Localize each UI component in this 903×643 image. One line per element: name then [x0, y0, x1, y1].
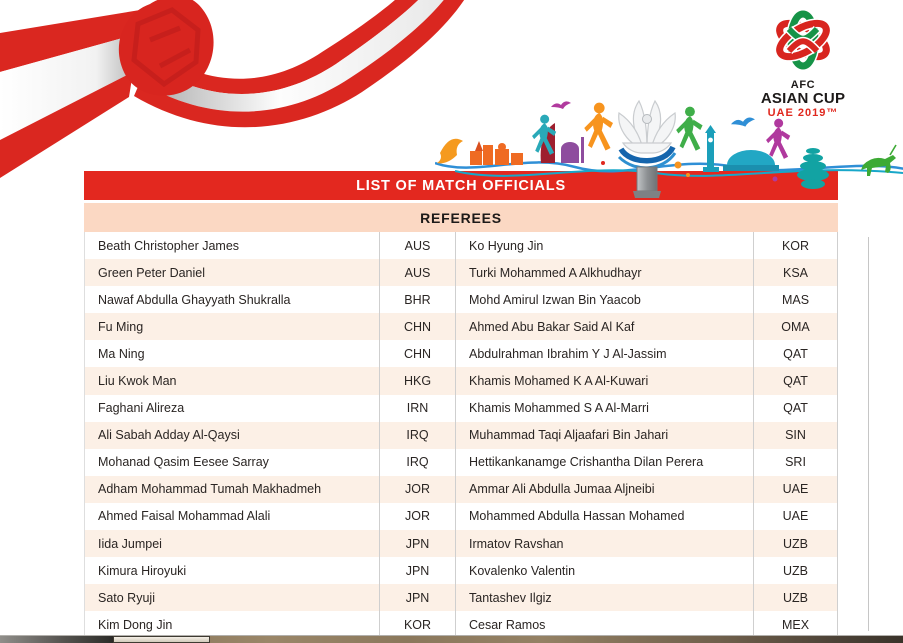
- referee-country-right: UAE: [753, 503, 837, 530]
- referee-country-left: BHR: [379, 286, 455, 313]
- referee-name-right: Cesar Ramos: [455, 611, 753, 638]
- referee-name-left: Ali Sabah Adday Al-Qaysi: [98, 428, 240, 443]
- referee-name-right: Tantashev Ilgiz: [455, 584, 753, 611]
- referee-country-right: UZB: [753, 557, 837, 584]
- table-row: [85, 395, 837, 422]
- afc-emblem-icon: [771, 8, 835, 72]
- page-title: LIST OF MATCH OFFICIALS: [356, 177, 566, 194]
- referee-country-left: IRN: [379, 395, 455, 422]
- referee-country-right: SIN: [753, 422, 837, 449]
- referee-name-right: Hettikankanamge Crishantha Dilan Perera: [455, 449, 753, 476]
- referee-country-left: JPN: [379, 584, 455, 611]
- table-row: [85, 476, 837, 503]
- referee-name-right: Irmatov Ravshan: [455, 530, 753, 557]
- referee-country-right: MEX: [753, 611, 837, 638]
- table-row: [85, 367, 837, 394]
- referee-name-right: Ahmed Abu Bakar Said Al Kaf: [455, 313, 753, 340]
- logo-edition: UAE 2019™: [767, 107, 839, 119]
- referee-name-left: Ahmed Faisal Mohammad Alali: [98, 509, 271, 524]
- referee-country-left: IRQ: [379, 449, 455, 476]
- referee-name-right: Kovalenko Valentin: [455, 557, 753, 584]
- table-row: [85, 313, 837, 340]
- logo-event: ASIAN CUP: [760, 90, 846, 107]
- referee-name-right: Muhammad Taqi Aljaafari Bin Jahari: [455, 422, 753, 449]
- table-row: [85, 286, 837, 313]
- referee-country-right: MAS: [753, 286, 837, 313]
- referee-country-left: JOR: [379, 476, 455, 503]
- table-row: [85, 449, 837, 476]
- referee-name-left: Nawaf Abdulla Ghayyath Shukralla: [98, 292, 291, 307]
- referee-country-right: QAT: [753, 395, 837, 422]
- referee-name-left: Adham Mohammad Tumah Makhadmeh: [98, 482, 322, 497]
- referees-table: [84, 232, 838, 638]
- referee-country-left: JOR: [379, 503, 455, 530]
- referee-country-left: JPN: [379, 557, 455, 584]
- referee-country-left: KOR: [379, 611, 455, 638]
- referee-name-right: Turki Mohammed A Alkhudhayr: [455, 259, 753, 286]
- referee-name-right: Ammar Ali Abdulla Jumaa Aljneibi: [455, 476, 753, 503]
- referee-country-right: UZB: [753, 530, 837, 557]
- referee-name-left: Ma Ning: [98, 346, 145, 361]
- table-row: [85, 503, 837, 530]
- referee-country-right: KOR: [753, 232, 837, 259]
- referee-name-right: Abdulrahman Ibrahim Y J Al-Jassim: [455, 340, 753, 367]
- referee-country-left: HKG: [379, 367, 455, 394]
- referee-country-right: KSA: [753, 259, 837, 286]
- table-row: [85, 422, 837, 449]
- referee-name-left: Mohanad Qasim Eesee Sarray: [98, 455, 269, 470]
- table-row: [85, 232, 837, 259]
- referee-country-left: CHN: [379, 340, 455, 367]
- horizontal-scrollbar[interactable]: [0, 635, 903, 643]
- referee-country-left: JPN: [379, 530, 455, 557]
- referee-country-left: AUS: [379, 259, 455, 286]
- referee-name-right: Khamis Mohammed S A Al-Marri: [455, 395, 753, 422]
- section-bar: [84, 203, 838, 232]
- referee-name-left: Kimura Hiroyuki: [98, 563, 187, 578]
- logo-org: AFC: [790, 79, 816, 91]
- page-edge-line: [868, 237, 869, 631]
- table-row: [85, 530, 837, 557]
- referee-name-left: Iida Jumpei: [98, 536, 162, 551]
- festival-artwork-icon: [435, 93, 903, 203]
- referee-name-right: Mohammed Abdulla Hassan Mohamed: [455, 503, 753, 530]
- referee-country-right: OMA: [753, 313, 837, 340]
- ribbon-artwork-icon: [0, 0, 500, 200]
- referee-country-right: QAT: [753, 367, 837, 394]
- table-row: [85, 259, 837, 286]
- referee-country-left: AUS: [379, 232, 455, 259]
- table-row: [85, 584, 837, 611]
- section-title: REFEREES: [420, 209, 502, 226]
- referee-country-right: QAT: [753, 340, 837, 367]
- referee-country-right: UAE: [753, 476, 837, 503]
- referee-name-left: Beath Christopher James: [98, 238, 240, 253]
- referee-name-left: Faghani Alireza: [98, 401, 185, 416]
- referee-name-left: Liu Kwok Man: [98, 374, 177, 389]
- referee-name-left: Kim Dong Jin: [98, 617, 173, 632]
- scrollbar-thumb[interactable]: [113, 636, 210, 643]
- referee-name-right: Mohd Amirul Izwan Bin Yaacob: [455, 286, 753, 313]
- referee-name-left: Fu Ming: [98, 319, 144, 334]
- referee-country-left: CHN: [379, 313, 455, 340]
- referee-name-left: Green Peter Daniel: [98, 265, 206, 280]
- referee-name-left: Sato Ryuji: [98, 590, 155, 605]
- table-row: [85, 557, 837, 584]
- referee-country-left: IRQ: [379, 422, 455, 449]
- referee-name-right: Khamis Mohamed K A Al-Kuwari: [455, 367, 753, 394]
- referee-country-right: SRI: [753, 449, 837, 476]
- table-row: [85, 340, 837, 367]
- referee-name-right: Ko Hyung Jin: [455, 232, 753, 259]
- referee-country-right: UZB: [753, 584, 837, 611]
